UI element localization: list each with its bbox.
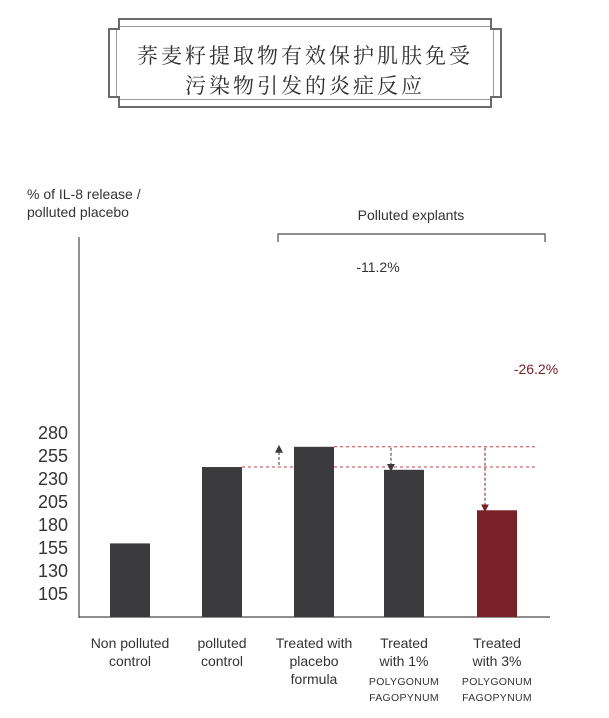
x-category-label: Treated with: [275, 635, 353, 651]
y-axis-label: % of IL-8 release /: [27, 186, 141, 202]
chart-title-line-2: 污染物引发的炎症反应: [185, 74, 425, 98]
chart-title-line-1: 荞麦籽提取物有效保护肌肤免受: [137, 44, 473, 68]
bar: [202, 467, 242, 617]
y-tick-label: 130: [37, 561, 68, 581]
x-category-label: polluted: [197, 635, 247, 651]
annotation-3pct: -26.2%: [513, 361, 559, 377]
y-tick-label: 280: [37, 423, 68, 443]
bar: [384, 470, 424, 617]
y-tick-label: 180: [37, 515, 68, 535]
x-category-label: with 1%: [379, 653, 429, 669]
x-category-label: Treated: [473, 635, 521, 651]
x-category-sublabel: POLYGONUM: [368, 676, 440, 688]
y-axis-label: polluted placebo: [27, 204, 129, 220]
bar: [110, 543, 150, 617]
y-tick-label: 155: [37, 538, 68, 558]
y-tick-label: 230: [37, 469, 68, 489]
x-category-label: control: [200, 653, 244, 669]
x-category-label: with 3%: [472, 653, 522, 669]
y-tick-label: 205: [37, 492, 68, 512]
y-tick-label: 105: [37, 584, 68, 604]
bar: [477, 510, 517, 617]
bar: [294, 447, 334, 617]
y-tick-label: 255: [37, 446, 68, 466]
x-category-label: Non polluted: [90, 635, 170, 651]
x-category-label: Treated: [380, 635, 428, 651]
annotation-1pct: -11.2%: [356, 259, 400, 275]
group-bracket: [278, 234, 545, 242]
group-label: Polluted explants: [357, 207, 465, 223]
x-category-label: control: [108, 653, 152, 669]
x-category-sublabel: POLYGONUM: [461, 676, 533, 688]
x-category-sublabel: FAGOPYNUM: [462, 692, 532, 704]
x-category-label: formula: [290, 671, 338, 687]
x-category-sublabel: FAGOPYNUM: [369, 692, 439, 704]
x-category-label: placebo: [289, 653, 339, 669]
